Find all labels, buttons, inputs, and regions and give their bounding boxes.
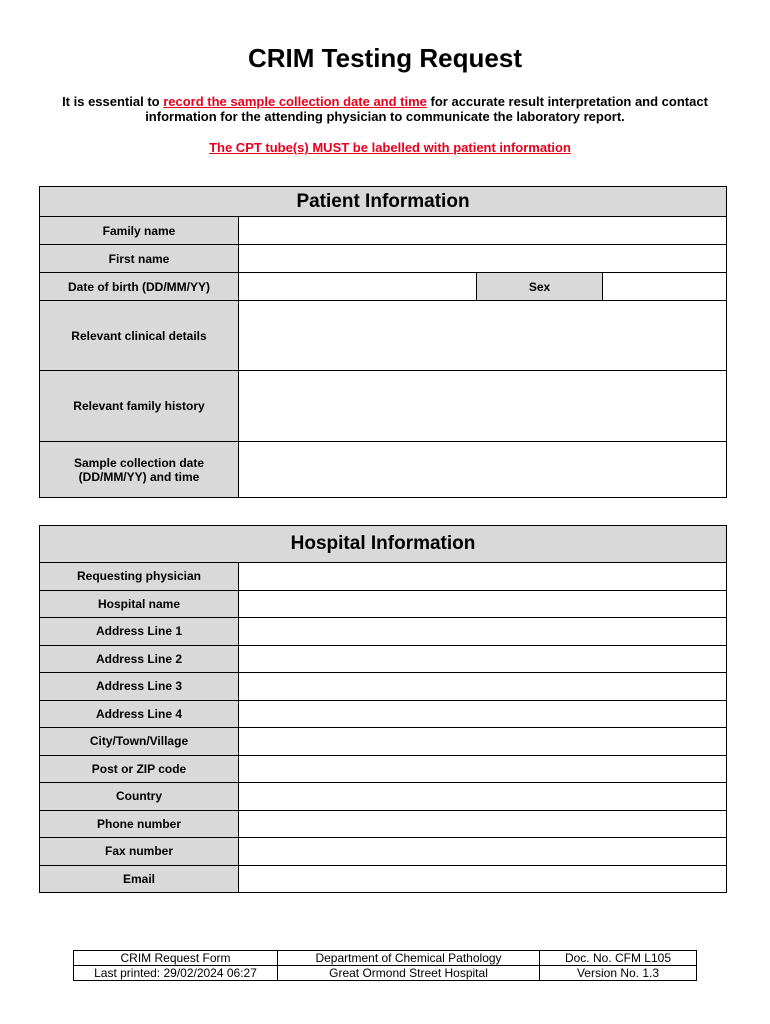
intro-text bbox=[40, 94, 730, 124]
phone-number-label: Phone number bbox=[40, 810, 239, 838]
clinical-details-label: Relevant clinical details bbox=[40, 301, 239, 371]
address-line-2-label: Address Line 2 bbox=[40, 645, 239, 673]
page-title: CRIM Testing Request bbox=[248, 43, 522, 73]
dob-field[interactable] bbox=[239, 273, 477, 301]
first-name-field[interactable] bbox=[239, 245, 727, 273]
sex-label: Sex bbox=[477, 273, 603, 301]
requesting-physician-label: Requesting physician bbox=[40, 563, 239, 591]
family-history-field[interactable] bbox=[239, 371, 727, 442]
city-label: City/Town/Village bbox=[40, 728, 239, 756]
family-name-label: Family name bbox=[40, 217, 239, 245]
country-label: Country bbox=[40, 783, 239, 811]
footer-version: Version No. 1.3 bbox=[540, 966, 697, 981]
intro-part-1: It is essential to bbox=[62, 94, 164, 109]
email-label: Email bbox=[40, 865, 239, 893]
collection-date-field[interactable] bbox=[239, 442, 727, 498]
phone-number-field[interactable] bbox=[239, 810, 727, 838]
hospital-information-table bbox=[39, 525, 727, 893]
footer-hospital: Great Ormond Street Hospital bbox=[278, 966, 540, 981]
address-line-3-field[interactable] bbox=[239, 673, 727, 701]
document-footer bbox=[73, 950, 697, 981]
fax-number-label: Fax number bbox=[40, 838, 239, 866]
collection-date-label bbox=[40, 442, 239, 498]
address-line-4-label: Address Line 4 bbox=[40, 700, 239, 728]
clinical-details-field[interactable] bbox=[239, 301, 727, 371]
fax-number-field[interactable] bbox=[239, 838, 727, 866]
patient-section-heading: Patient Information bbox=[40, 187, 727, 217]
email-field[interactable] bbox=[239, 865, 727, 893]
address-line-4-field[interactable] bbox=[239, 700, 727, 728]
sex-field[interactable] bbox=[603, 273, 727, 301]
family-history-label: Relevant family history bbox=[40, 371, 239, 442]
footer-department: Department of Chemical Pathology bbox=[278, 951, 540, 966]
address-line-1-label: Address Line 1 bbox=[40, 618, 239, 646]
collection-date-label-line-1: Sample collection date bbox=[73, 455, 205, 470]
hospital-name-label: Hospital name bbox=[40, 590, 239, 618]
footer-last-printed: Last printed: 29/02/2024 06:27 bbox=[74, 966, 278, 981]
label-warning: The CPT tube(s) MUST be labelled with patient information bbox=[209, 140, 571, 155]
city-field[interactable] bbox=[239, 728, 727, 756]
collection-date-label-line-2: (DD/MM/YY) and time bbox=[78, 469, 200, 484]
footer-doc-number: Doc. No. CFM L105 bbox=[540, 951, 697, 966]
intro-part-2: for accurate result interpretation and contact information for the attending physician to communicate the laboratory report. bbox=[145, 94, 708, 124]
address-line-3-label: Address Line 3 bbox=[40, 673, 239, 701]
address-line-2-field[interactable] bbox=[239, 645, 727, 673]
dob-label: Date of birth (DD/MM/YY) bbox=[40, 273, 239, 301]
hospital-name-field[interactable] bbox=[239, 590, 727, 618]
address-line-1-field[interactable] bbox=[239, 618, 727, 646]
first-name-label: First name bbox=[40, 245, 239, 273]
postcode-field[interactable] bbox=[239, 755, 727, 783]
requesting-physician-field[interactable] bbox=[239, 563, 727, 591]
hospital-section-heading: Hospital Information bbox=[40, 526, 727, 563]
patient-information-table bbox=[39, 186, 727, 498]
postcode-label: Post or ZIP code bbox=[40, 755, 239, 783]
family-name-field[interactable] bbox=[239, 217, 727, 245]
country-field[interactable] bbox=[239, 783, 727, 811]
intro-highlight: record the sample collection date and time bbox=[163, 94, 427, 109]
footer-form-name: CRIM Request Form bbox=[74, 951, 278, 966]
